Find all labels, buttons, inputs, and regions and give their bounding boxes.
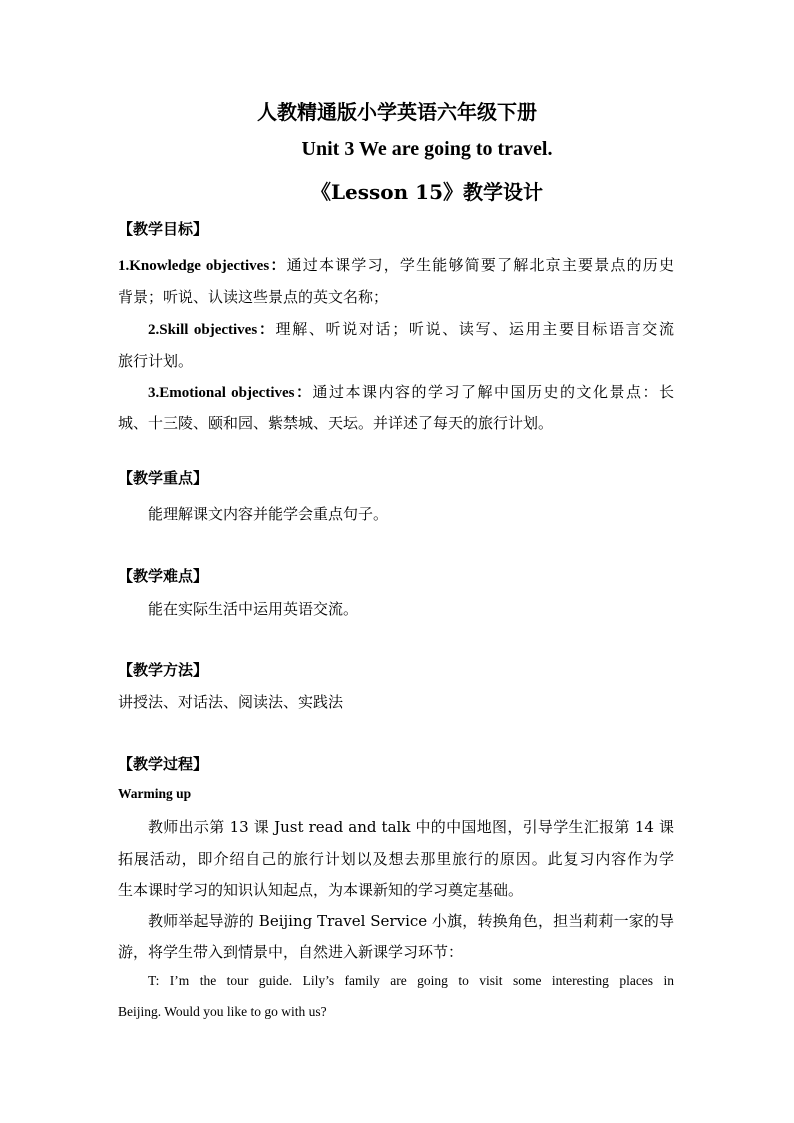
- methods-heading: 【教学方法】: [118, 661, 209, 679]
- key-points-text: 能理解课文内容并能学会重点句子。: [148, 505, 389, 523]
- emotional-objective-line-1: [148, 381, 674, 405]
- difficulties-text: 能在实际生活中运用英语交流。: [148, 600, 359, 618]
- process-heading: 【教学过程】: [118, 755, 209, 773]
- lesson-title: 《Lesson 15》教学设计: [311, 180, 543, 204]
- unit-title: Unit 3 We are going to travel.: [301, 138, 553, 160]
- document-title: 人教精通版小学英语六年级下册: [257, 100, 537, 124]
- difficulties-heading: 【教学难点】: [118, 567, 209, 585]
- dialog-line-1: T: I’m the tour guide. Lily’s family are going to visit some interesting places in: [148, 973, 674, 988]
- key-points-heading: 【教学重点】: [118, 469, 209, 487]
- knowledge-objective-line-2: 背景；听说、认读这些景点的英文名称；: [118, 288, 389, 306]
- emotional-objective-label: 3.Emotional objectives：: [148, 385, 313, 401]
- emotional-objective-line-2: 城、十三陵、颐和园、紫禁城、天坛。并详述了每天的旅行计划。: [118, 414, 554, 432]
- process-paragraph-1-line-2: 拓展活动，即介绍自己的旅行计划以及想去那里旅行的原因。此复习内容作为学: [118, 850, 674, 868]
- dialog-line-2: Beijing. Would you like to go with us?: [118, 1004, 327, 1019]
- skill-objective-line-1: [148, 318, 674, 342]
- process-paragraph-1-line-3: 生本课时学习的知识认知起点，为本课新知的学习奠定基础。: [118, 881, 524, 899]
- process-paragraph-1-line-1: 教师出示第 13 课 Just read and talk 中的中国地图，引导学生汇报第 14 课: [148, 818, 674, 836]
- process-paragraph-2-line-2: 游，将学生带入到情景中，自然进入新课学习环节：: [118, 943, 464, 961]
- objectives-heading: 【教学目标】: [118, 220, 209, 238]
- warming-up-heading: Warming up: [118, 786, 192, 801]
- skill-objective-line-2: 旅行计划。: [118, 352, 194, 370]
- skill-objective-text: 理解、听说对话；听说、读写、运用主要目标语言交流: [275, 320, 674, 338]
- skill-objective-label: 2.Skill objectives：: [148, 322, 276, 338]
- process-paragraph-2-line-1: 教师举起导游的 Beijing Travel Service 小旗，转换角色，担当莉莉一家的导: [148, 912, 674, 930]
- knowledge-objective-line-1: [118, 254, 674, 278]
- knowledge-objective-label: 1.Knowledge objectives：: [118, 258, 287, 274]
- emotional-objective-text: 通过本课内容的学习了解中国历史的文化景点：长: [312, 383, 674, 401]
- methods-text: 讲授法、对话法、阅读法、实践法: [118, 693, 344, 711]
- knowledge-objective-text: 通过本课学习，学生能够简要了解北京主要景点的历史: [286, 256, 674, 274]
